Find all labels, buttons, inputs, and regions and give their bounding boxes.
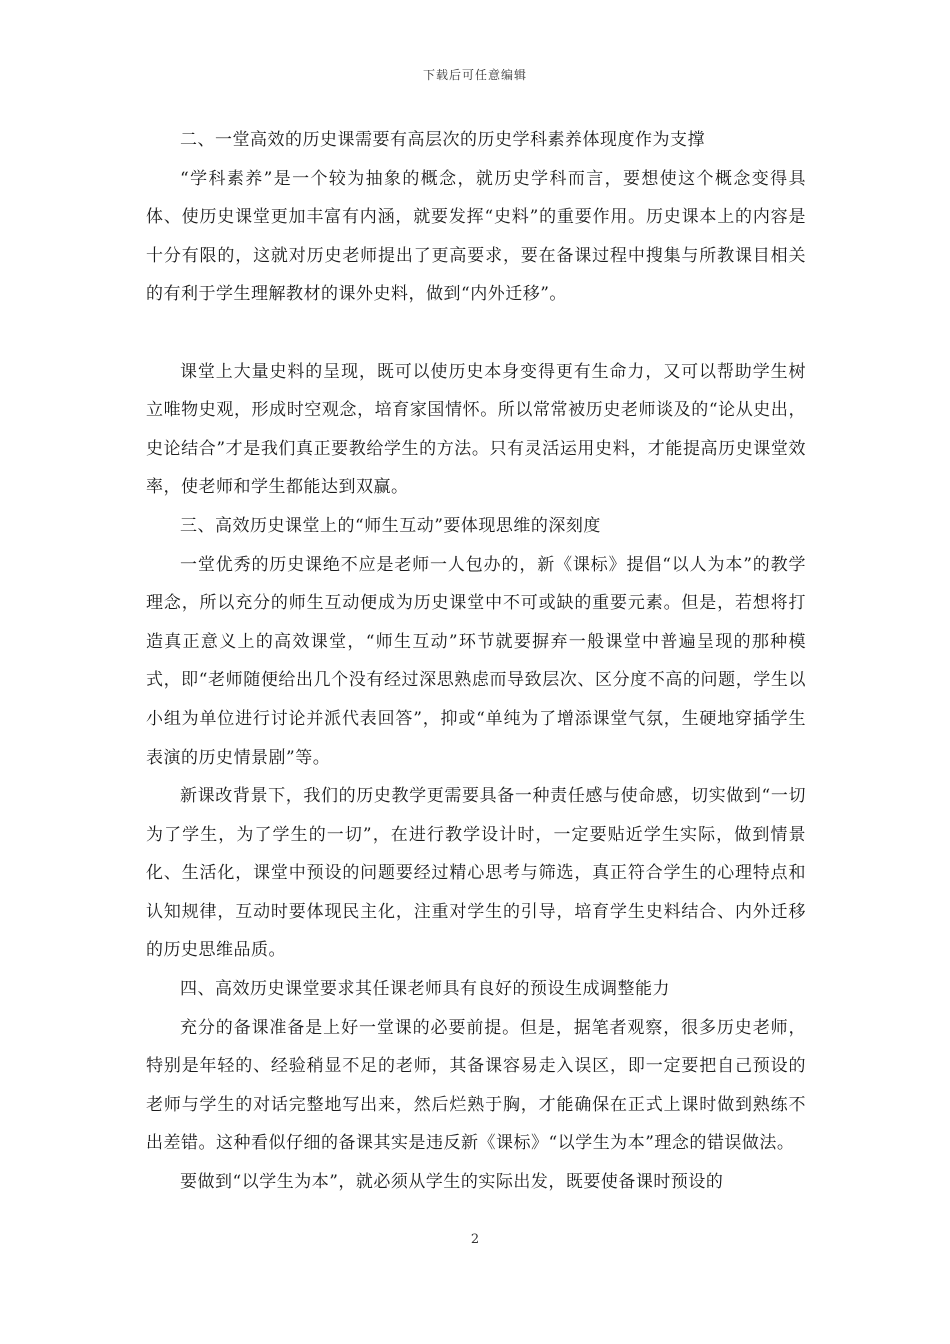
page-header: 下载后可任意编辑 bbox=[422, 68, 527, 82]
section-heading-4: 四、高效历史课堂要求其任课老师具有良好的预设生成调整能力 bbox=[180, 979, 670, 1000]
page-number: 2 bbox=[470, 1232, 480, 1247]
section-heading-2: 二、一堂高效的历史课需要有高层次的历史学科素养体现度作为支撑 bbox=[180, 130, 705, 150]
document-body bbox=[146, 121, 806, 1202]
paragraph: “学科素养”是一个较为抽象的概念，就历史学科而言，要想使这个概念变得具体、使历史课堂更加丰富有内涵，就要发挥“史料”的重要作用。历史课本上的内容是十分有限的，这就对历史老师提出了更高要求，要在备课过程中搜集与所教课目相关的有利于学生理解教材的课外史料，做到“内外迁移”。 bbox=[146, 168, 806, 305]
paragraph: 新课改背景下，我们的历史教学更需要具备一种责任感与使命感，切实做到“一切为了学生，为了学生的一切”，在进行教学设计时，一定要贴近学生实际，做到情景化、生活化，课堂中预设的问题要经过精心思考与筛选，真正符合学生的心理特点和认知规律，互动时要体现民主化，注重对学生的引导，培育学生史料结合、内外迁移的历史思维品质。 bbox=[146, 786, 806, 961]
section-heading-3: 三、高效历史课堂上的“师生互动”要体现思维的深刻度 bbox=[180, 515, 601, 536]
paragraph: 要做到“以学生为本”，就必须从学生的实际出发，既要使备课时预设的 bbox=[180, 1172, 724, 1193]
paragraph: 课堂上大量史料的呈现，既可以使历史本身变得更有生命力，又可以帮助学生树立唯物史观，形成时空观念，培育家国情怀。所以常常被历史老师谈及的“论从史出，史论结合”才是我们真正要教给学生的方法。只有灵活运用史料，才能提高历史课堂效率，使老师和学生都能达到双赢。 bbox=[146, 361, 806, 498]
paragraph: 充分的备课准备是上好一堂课的必要前提。但是，据笔者观察，很多历史老师，特别是年轻的、经验稍显不足的老师，其备课容易走入误区，即一定要把自己预设的老师与学生的对话完整地写出来，然后烂熟于胸，才能确保在正式上课时做到熟练不出差错。这种看似仔细的备课其实是违反新《课标》“以学生为本”理念的错误做法。 bbox=[146, 1017, 806, 1154]
paragraph: 一堂优秀的历史课绝不应是老师一人包办的，新《课标》提倡“以人为本”的教学理念，所以充分的师生互动便成为历史课堂中不可或缺的重要元素。但是，若想将打造真正意义上的高效课堂，“师生互动”环节就要摒弃一般课堂中普遍呈现的那种模式，即“老师随便给出几个没有经过深思熟虑而导致层次、区分度不高的问题，学生以小组为单位进行讨论并派代表回答”，抑或“单纯为了增添课堂气氛，生硬地穿插学生表演的历史情景剧”等。 bbox=[146, 554, 806, 768]
